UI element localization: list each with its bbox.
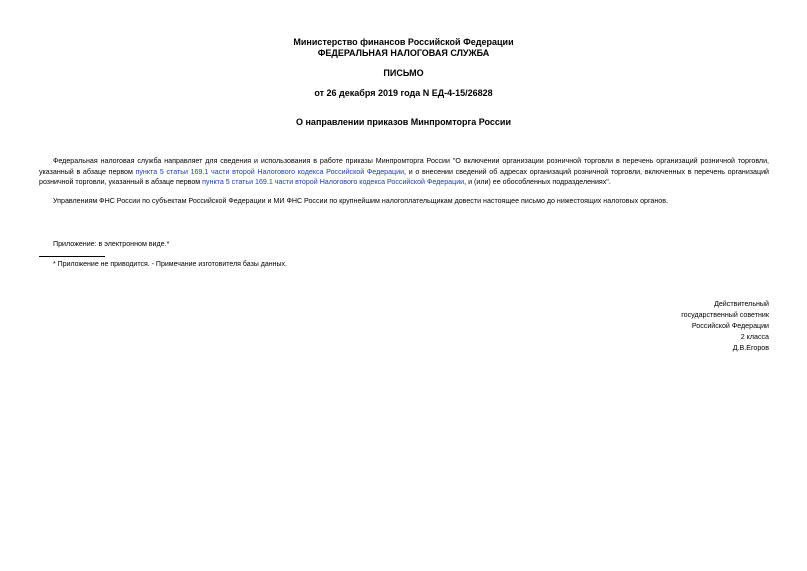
para1-text-2: , и о внесении сведений об адресах организаций розничной торговли, включенных в перечень организаций розничной торговли, указанный в абзаце первом <box>39 167 769 186</box>
document-type: ПИСЬМО <box>383 68 424 78</box>
body-paragraph-2: Управлениям ФНС России по субъектам Российской Федерации и МИ ФНС России по крупнейшим налогоплательщикам довести настоящее письмо до нижестоящих налоговых органов. <box>53 197 668 205</box>
para1-text-1: Федеральная налоговая служба направляет для сведения и использования в работе приказы Минпромторга России "О включении организации розничной торговли в перечень организаций розничной торговли, указанный в абзаце первом <box>39 157 769 176</box>
appendix-note: Приложение: в электронном виде.* <box>53 240 170 248</box>
tax-code-link-1[interactable]: пункта 5 статьи 169.1 части второй Налогового кодекса Российской Федерации <box>135 167 405 176</box>
para1-text-3: , и (или) ее обособленных подразделениях". <box>464 178 611 186</box>
signature-block <box>609 299 769 354</box>
signature-title-line-3: Российской Федерации <box>691 322 769 330</box>
body-paragraph-1 <box>39 156 769 188</box>
footnote: * Приложение не приводится. - Примечание изготовителя базы данных. <box>53 261 287 268</box>
signature-title-line-4: 2 класса <box>740 333 769 341</box>
signatory-name: Д.В.Егоров <box>732 344 769 352</box>
tax-code-link-2[interactable]: пункта 5 статьи 169.1 части второй Налогового кодекса Российской Федерации <box>202 178 465 186</box>
signature-title-line-2: государственный советник <box>681 311 769 319</box>
document-subject: О направлении приказов Минпромторга России <box>296 117 511 127</box>
footnote-divider <box>39 256 105 257</box>
document-date-number: от 26 декабря 2019 года N ЕД-4-15/26828 <box>314 88 493 98</box>
signature-title-line-1: Действительный <box>714 300 769 308</box>
ministry-name: Министерство финансов Российской Федерации <box>293 37 514 47</box>
service-name: ФЕДЕРАЛЬНАЯ НАЛОГОВАЯ СЛУЖБА <box>317 48 490 58</box>
